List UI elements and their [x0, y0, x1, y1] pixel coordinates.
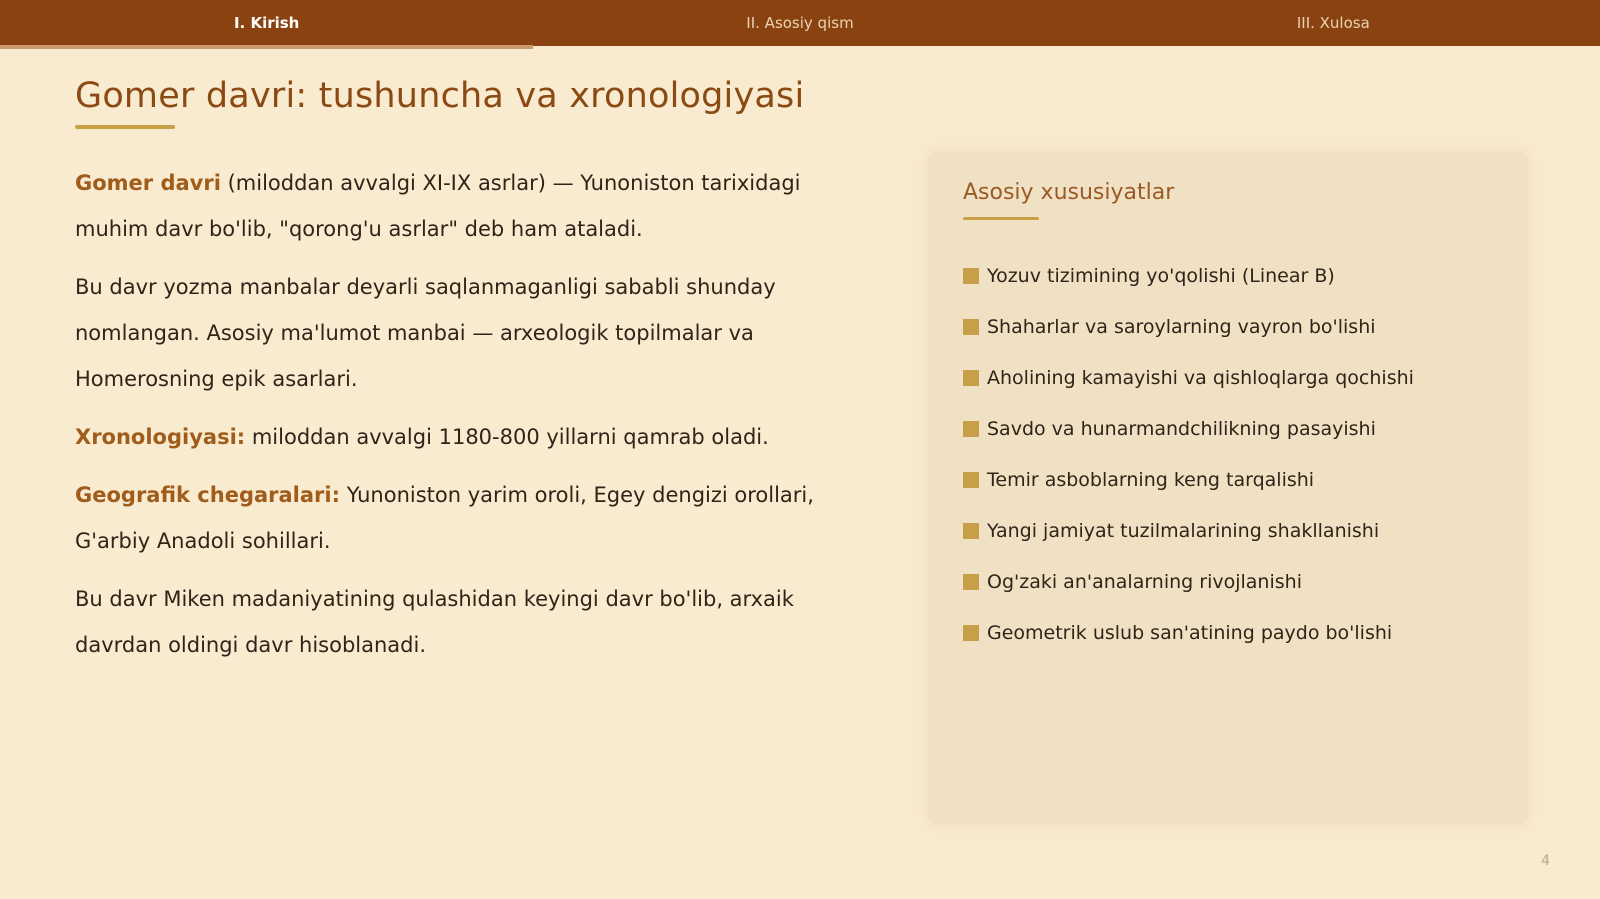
square-bullet-icon [963, 574, 979, 590]
square-bullet-icon [963, 370, 979, 386]
list-item-text: Og'zaki an'analarning rivojlanishi [987, 570, 1302, 593]
paragraph-chronology-text: miloddan avvalgi 1180-800 yillarni qamrab oladi. [245, 425, 769, 449]
paragraph-sources-text: Bu davr yozma manbalar deyarli saqlanmaganligi sababli shunday nomlangan. Asosiy ma'lumot manbai — arxeologik topilmalar va Homerosning epik asarlari. [75, 275, 776, 391]
page-title: Gomer davri: tushuncha va xronologiyasi [75, 76, 805, 116]
list-item-text: Aholining kamayishi va qishloqlarga qochishi [987, 366, 1414, 389]
list-item [963, 250, 1414, 301]
square-bullet-icon [963, 472, 979, 488]
square-bullet-icon [963, 319, 979, 335]
paragraph-chronology [75, 414, 835, 460]
list-item-text: Temir asboblarning keng tarqalishi [987, 468, 1315, 491]
paragraph-geography [75, 472, 835, 564]
tab-kirish-label: I. Kirish [233, 14, 300, 32]
list-item-text: Geometrik uslub san'atining paydo bo'lishi [987, 621, 1393, 644]
paragraph-intro-text: (miloddan avvalgi XI-IX asrlar) — Yunoniston tarixidagi muhim davr bo'lib, "qorong'u asrlar" deb ham ataladi. [75, 171, 801, 241]
page-number: 4 [1541, 853, 1550, 869]
list-item [963, 403, 1414, 454]
list-item-text: Shaharlar va saroylarning vayron bo'lishi [987, 315, 1376, 338]
paragraph-intro [75, 160, 835, 252]
tab-kirish[interactable] [0, 0, 533, 46]
tab-asosiy-qism-label: II. Asosiy qism [746, 14, 854, 32]
title-underline [75, 125, 175, 129]
square-bullet-icon [963, 523, 979, 539]
square-bullet-icon [963, 625, 979, 641]
card-title: Asosiy xususiyatlar [963, 180, 1175, 205]
list-item [963, 352, 1414, 403]
features-card [928, 152, 1528, 824]
list-item-text: Savdo va hunarmandchilikning pasayishi [987, 417, 1376, 440]
list-item [963, 607, 1414, 658]
tab-xulosa-label: III. Xulosa [1296, 14, 1370, 32]
tab-asosiy-qism[interactable] [533, 0, 1066, 46]
square-bullet-icon [963, 268, 979, 284]
list-item [963, 505, 1414, 556]
paragraph-context-text: Bu davr Miken madaniyatining qulashidan keyingi davr bo'lib, arxaik davrdan oldingi davr hisoblanadi. [75, 587, 794, 657]
paragraph-sources [75, 264, 835, 402]
list-item-text: Yangi jamiyat tuzilmalarining shakllanishi [987, 519, 1380, 542]
list-item [963, 301, 1414, 352]
tab-xulosa[interactable] [1067, 0, 1600, 46]
list-item-text: Yozuv tizimining yo'qolishi (Linear B) [987, 264, 1335, 287]
paragraph-context [75, 576, 835, 668]
paragraph-geography-text: Yunoniston yarim oroli, Egey dengizi orollari, G'arbiy Anadoli sohillari. [75, 483, 814, 553]
card-title-underline [963, 217, 1039, 220]
term-gomer-davri: Gomer davri [75, 171, 221, 195]
top-nav [0, 0, 1600, 46]
list-item [963, 454, 1414, 505]
square-bullet-icon [963, 421, 979, 437]
term-geografik-chegaralari: Geografik chegaralari: [75, 483, 341, 507]
features-list [963, 250, 1414, 658]
main-content [75, 160, 835, 680]
term-xronologiyasi: Xronologiyasi: [75, 425, 246, 449]
list-item [963, 556, 1414, 607]
